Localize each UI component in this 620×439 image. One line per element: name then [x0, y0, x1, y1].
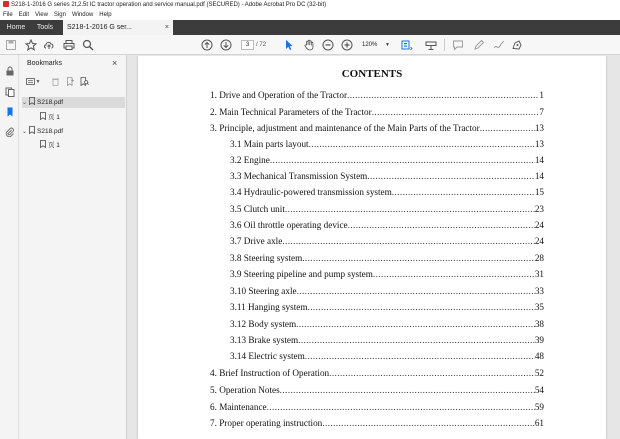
toc-entry[interactable]	[210, 122, 544, 134]
document-viewer[interactable]	[127, 56, 620, 439]
toc-entry-page: 24	[534, 236, 544, 246]
toc-entry-page: 23	[534, 204, 544, 214]
toc-entry-title: 3.8 Steering system	[230, 253, 303, 263]
toc-entry[interactable]	[230, 350, 544, 362]
toc-leader	[347, 89, 539, 101]
menu-edit[interactable]: Edit	[18, 12, 30, 18]
find-search-icon[interactable]	[81, 38, 95, 52]
print-icon[interactable]	[62, 38, 76, 52]
zoom-out-icon[interactable]	[321, 38, 335, 52]
toc-leader	[308, 301, 535, 313]
tab-document[interactable]	[63, 20, 173, 35]
main-toolbar	[0, 35, 620, 55]
toc-leader	[305, 350, 535, 362]
bookmark-label: 页 1	[48, 114, 60, 121]
bookmark-item-page-1-a[interactable]	[39, 112, 60, 123]
toc-entry[interactable]	[230, 203, 544, 215]
page-thumbnails-icon[interactable]	[3, 85, 16, 98]
bookmark-item-s218-pdf-1[interactable]	[22, 97, 125, 108]
toc-leader	[297, 285, 535, 297]
options-chevron-icon[interactable]: ▼	[35, 78, 41, 85]
toc-leader	[373, 268, 535, 280]
toc-entry-page: 14	[534, 155, 544, 165]
attachments-paperclip-icon[interactable]	[3, 125, 16, 138]
toc-entry-title: 3.6 Oil throttle operating device	[230, 220, 348, 230]
toc-entry-page: 59	[534, 402, 544, 412]
lock-icon[interactable]	[3, 64, 16, 77]
chevron-down-icon: ▼	[385, 42, 390, 48]
toc-entry-page: 33	[534, 286, 544, 296]
page-layout-icon[interactable]	[400, 38, 414, 52]
toc-entry-title: 3. Principle, adjustment and maintenance of the Main Parts of the Tractor	[210, 123, 480, 133]
toc-leader	[270, 154, 535, 166]
toc-entry-page: 13	[534, 139, 544, 149]
fill-sign-icon[interactable]	[510, 38, 524, 52]
toc-entry[interactable]	[230, 301, 544, 313]
draw-freeform-icon[interactable]	[492, 38, 506, 52]
toc-entry-title: 3.1 Main parts layout	[230, 139, 309, 149]
save-icon[interactable]	[4, 38, 18, 52]
vertical-scrollbar[interactable]	[612, 56, 620, 439]
bookmark-label: S218.pdf	[37, 128, 64, 135]
toc-entry[interactable]	[230, 334, 544, 346]
acrobat-app-icon	[3, 1, 9, 7]
bookmark-panel-icon[interactable]	[3, 105, 16, 118]
toc-leader	[302, 252, 535, 264]
toc-entry-title: 7. Proper operating instruction	[210, 418, 323, 428]
bookmark-star-icon[interactable]	[24, 38, 38, 52]
toc-entry[interactable]	[210, 384, 544, 396]
find-bookmark-icon[interactable]	[79, 76, 90, 87]
toc-leader	[285, 203, 535, 215]
bookmark-item-page-1-b[interactable]	[39, 140, 60, 151]
bookmark-icon	[29, 126, 35, 134]
toc-leader	[296, 318, 535, 330]
toc-entry-title: 5. Operation Notes	[210, 385, 280, 395]
toc-entry-page: 24	[534, 220, 544, 230]
toc-entry-page: 13	[534, 123, 544, 133]
toc-entry-title: 6. Maintenance	[210, 402, 267, 412]
toc-entry-title: 4. Brief Instruction of Operation	[210, 368, 330, 378]
menu-help[interactable]: Help	[99, 12, 112, 18]
toc-entry-page: 38	[534, 319, 544, 329]
toc-entry-title: 2. Main Technical Parameters of the Tractor	[210, 107, 372, 117]
toc-entry[interactable]	[230, 138, 544, 150]
toc-entry-page: 15	[534, 187, 544, 197]
toc-leader	[282, 235, 535, 247]
toc-leader	[322, 417, 535, 429]
menu-window[interactable]: Window	[71, 12, 94, 18]
toc-entry-title: 3.3 Mechanical Transmission System	[230, 171, 368, 181]
toc-entry[interactable]	[230, 219, 544, 231]
toc-entry-page: 35	[534, 302, 544, 312]
tab-document-label: S218-1-2016 G ser...	[67, 24, 132, 31]
keyboard-tools-icon[interactable]	[424, 38, 438, 52]
toolbar-divider	[444, 39, 445, 51]
bookmark-icon	[40, 112, 46, 120]
toc-entry-page: 52	[534, 368, 544, 378]
bookmark-icon	[29, 97, 35, 105]
toc-entry-title: 3.2 Engine	[230, 155, 270, 165]
toc-leader	[280, 384, 535, 396]
toc-entry-page: 28	[534, 253, 544, 263]
toc-entry[interactable]	[230, 186, 544, 198]
tab-bar	[0, 20, 620, 35]
tab-close-icon[interactable]: ×	[164, 24, 169, 31]
toc-entry-title: 3.4 Hydraulic-powered transmission system	[230, 187, 392, 197]
tab-tools[interactable]: Tools	[36, 24, 54, 31]
toc-entry-title: 3.14 Electric system	[230, 351, 305, 361]
toc-entry-page: 61	[534, 418, 544, 428]
toc-leader	[348, 219, 535, 231]
bookmark-label: S218.pdf	[37, 99, 64, 106]
page-number-input[interactable]: 3	[241, 40, 254, 50]
title-bar	[0, 0, 620, 10]
previous-page-icon[interactable]	[200, 38, 214, 52]
toc-entry[interactable]	[210, 417, 544, 429]
comment-icon[interactable]	[451, 38, 465, 52]
delete-bookmark-icon[interactable]	[50, 76, 61, 87]
chevron-down-icon[interactable]: ⌄	[22, 129, 28, 135]
toc-leader	[480, 122, 535, 134]
toc-leader	[298, 334, 535, 346]
toc-entry-title: 3.10 Steering axle	[230, 286, 297, 296]
toc-entry[interactable]	[230, 154, 544, 166]
toc-leader	[329, 367, 535, 379]
toc-entry-page: 14	[534, 171, 544, 181]
toc-entry-title: 3.11 Hanging system	[230, 302, 308, 312]
chevron-down-icon[interactable]: ⌄	[22, 100, 28, 106]
toc-entry-page: 54	[534, 385, 544, 395]
menu-file[interactable]: File	[3, 12, 13, 18]
toc-entry[interactable]	[210, 106, 544, 118]
window-title: S218-1-2016 G series 2t,2.5t IC tractor operation and service manual.pdf (SECURED) - Adobe Acrobat Pro DC (32-bit)	[11, 2, 327, 8]
select-cursor-icon[interactable]	[282, 38, 296, 52]
next-page-icon[interactable]	[219, 38, 233, 52]
toc-entry[interactable]	[230, 235, 544, 247]
toc-entry[interactable]	[230, 268, 544, 280]
toc-entry[interactable]	[230, 170, 544, 182]
toc-entry-title: 3.5 Clutch unit	[230, 204, 285, 214]
toc-entry-title: 3.13 Brake system	[230, 335, 299, 345]
menu-view[interactable]: View	[35, 12, 48, 18]
tab-home[interactable]: Home	[6, 24, 26, 31]
bookmarks-panel	[19, 55, 127, 439]
zoom-in-icon[interactable]	[340, 38, 354, 52]
left-navigation-rail	[0, 55, 19, 439]
hand-tool-icon[interactable]	[302, 38, 316, 52]
toc-entry[interactable]	[230, 318, 544, 330]
new-bookmark-icon[interactable]	[65, 76, 76, 87]
bookmarks-toolbar	[25, 75, 121, 89]
zoom-level-dropdown[interactable]	[362, 40, 390, 50]
menu-bar	[0, 10, 620, 20]
toc-entry-page: 39	[534, 335, 544, 345]
toc-leader	[267, 401, 535, 413]
toc-leader	[309, 138, 535, 150]
bookmark-label: 页 1	[48, 142, 60, 149]
menu-sign[interactable]: Sign	[53, 12, 66, 18]
toc-entry[interactable]	[210, 401, 544, 413]
toc-entry-page: 48	[534, 351, 544, 361]
close-icon[interactable]: ×	[112, 58, 118, 68]
toc-entry[interactable]	[210, 89, 544, 101]
bookmarks-panel-title: Bookmarks	[27, 60, 63, 67]
toc-leader	[372, 106, 540, 118]
toc-entry-title: 3.7 Drive axle	[230, 236, 283, 246]
bookmark-icon	[40, 140, 46, 148]
pdf-page	[138, 56, 606, 439]
zoom-level-value: 120%	[362, 42, 378, 48]
toc-entry-page: 1	[539, 90, 544, 100]
contents-heading: CONTENTS	[341, 68, 403, 80]
cloud-upload-icon[interactable]	[42, 38, 56, 52]
toc-entry-title: 3.9 Steering pipeline and pump system	[230, 269, 373, 279]
toc-entry-page: 7	[539, 107, 544, 117]
toc-leader	[367, 170, 535, 182]
toc-entry[interactable]	[230, 252, 544, 264]
bookmark-item-s218-pdf-2[interactable]	[22, 126, 63, 137]
highlight-pen-icon[interactable]	[472, 38, 486, 52]
toc-entry[interactable]	[230, 285, 544, 297]
toc-leader	[392, 186, 535, 198]
page-total: / 72	[256, 42, 267, 48]
toc-entry-page: 31	[534, 269, 544, 279]
toc-entry-title: 3.12 Body system	[230, 319, 297, 329]
toc-entry-title: 1. Drive and Operation of the Tractor	[210, 90, 348, 100]
toc-entry[interactable]	[210, 367, 544, 379]
